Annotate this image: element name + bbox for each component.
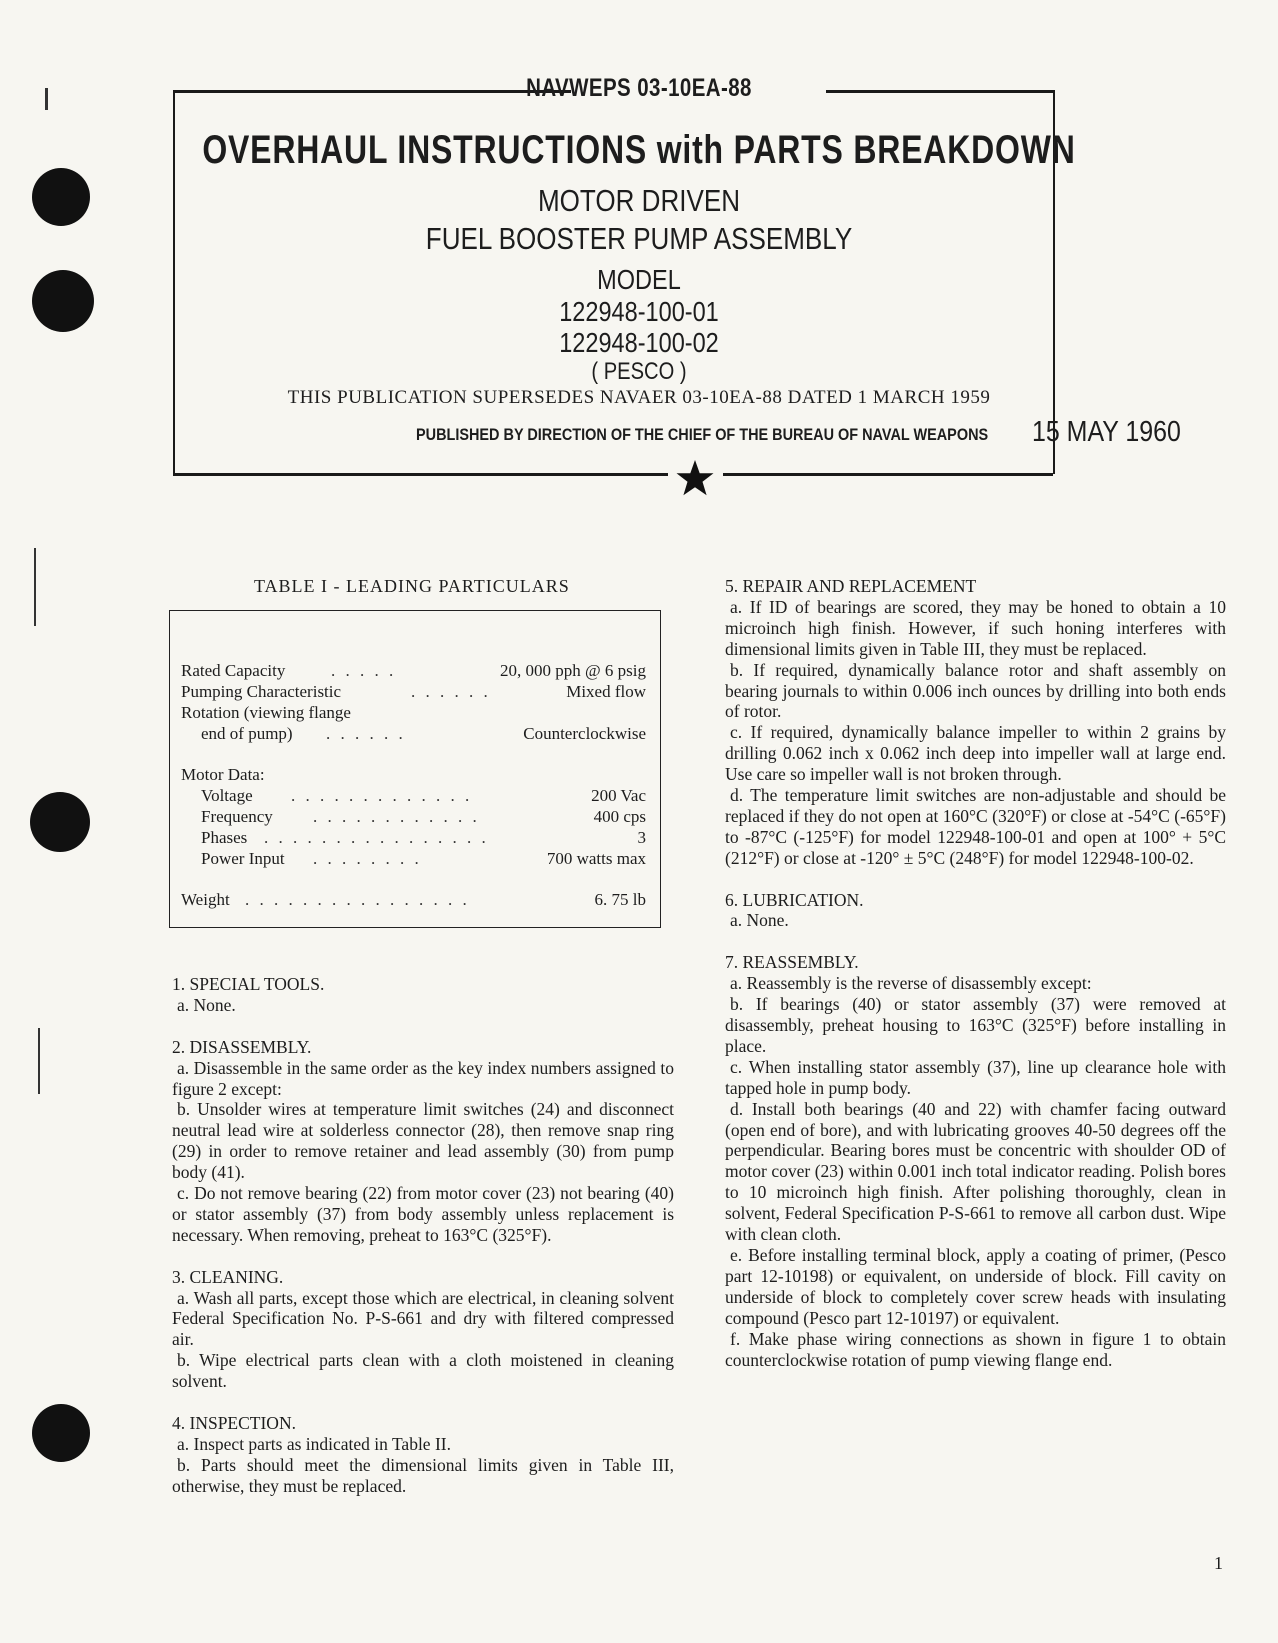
binder-hole-4 [32,1404,90,1462]
document-number: NAVWEPS 03-10EA-88 [526,74,752,102]
row-label: Weight [181,890,230,909]
supersedes-notice: THIS PUBLICATION SUPERSEDES NAVAER 03-10EA-88 DATED 1 MARCH 1959 [287,387,991,408]
right-column [725,576,1226,1370]
left-column [172,974,674,1497]
binder-hole-1 [32,168,90,226]
paragraph: a. Disassemble in the same order as the key index numbers assigned to figure 2 except: [172,1057,674,1099]
leader-dots: . . . . . . [326,724,406,743]
scan-mark [45,88,48,110]
paragraph: c. If required, dynamically balance impeller to within 2 grains by drilling 0.062 inch x 0.062 inch deep into impeller wall at large end. Use care so impeller wall is not broken through. [725,722,1226,785]
leader-dots: . . . . . . . . [313,849,422,868]
section-heading-reassembly: 7. REASSEMBLY. [725,952,859,973]
row-label: Power Input [201,849,285,868]
row-label: Frequency [201,807,273,826]
section-heading-disassembly: 2. DISASSEMBLY. [172,1036,312,1057]
row-label: end of pump) [201,724,293,743]
model-number-01: 122948-100-01 [559,296,719,327]
subtitle-motor-driven: MOTOR DRIVEN [537,183,741,218]
paragraph: a. None. [177,994,236,1015]
leader-dots: . . . . . . . . . . . . . . . . [245,890,470,909]
row-value: Mixed flow [566,682,646,701]
row-value: 400 cps [593,807,646,826]
page-number: 1 [1214,1553,1223,1573]
manufacturer: ( PESCO ) [591,358,687,385]
paragraph: e. Before installing terminal block, apply a coating of primer, (Pesco part 12-10198) or equivalent, on underside of block. Fill cavity on underside of block to completely cover screw heads with insulating compound (Pesco part 12-10197) or equivalent. [725,1244,1226,1328]
binder-hole-2 [32,270,94,332]
publication-date: 15 MAY 1960 [1032,416,1181,448]
page-title: OVERHAUL INSTRUCTIONS with PARTS BREAKDOWN [202,128,1076,172]
row-label: Pumping Characteristic [181,682,342,701]
paragraph: a. Inspect parts as indicated in Table II. [177,1433,451,1454]
header-rule-bottom-right [723,473,1053,476]
paragraph: b. Unsolder wires at temperature limit switches (24) and disconnect neutral lead wire at solderless connector (28), then remove snap ring (29) in order to remove retainer and lead assembly (30) from pump body (41). [172,1099,674,1183]
published-by: PUBLISHED BY DIRECTION OF THE CHIEF OF THE BUREAU OF NAVAL WEAPONS [416,425,989,444]
row-label: Phases [201,828,248,847]
leader-dots: . . . . . . . . . . . . . . . . [264,828,489,847]
model-number-02: 122948-100-02 [559,327,719,358]
paragraph: b. Parts should meet the dimensional limits given in Table III, otherwise, they must be replaced. [172,1454,674,1496]
paragraph: b. If bearings (40) or stator assembly (37) were removed at disassembly, preheat housing to 163°C (325°F) before installing in place. [725,994,1226,1056]
scan-mark [38,1028,40,1094]
section-heading-lubrication: 6. LUBRICATION. [725,889,864,910]
paragraph: c. Do not remove bearing (22) from motor cover (23) not bearing (40) or stator assembly (37) from body assembly unless replacement is necessary. When removing, preheat to 163°C (325°F). [172,1183,674,1245]
paragraph: a. If ID of bearings are scored, they may be honed to obtain a 10 microinch high finish. However, if such honing interferes with dimensional limits given in Table III, they must be replaced. [725,596,1226,659]
paragraph: a. Reassembly is the reverse of disassembly except: [730,973,1092,994]
paragraph: d. The temperature limit switches are non-adjustable and should be replaced if they do not open at 160°C (320°F) or close at -54°C (-65°F) to -87°C (-125°F) for model 122948-100-01 and open at 100° + 5°C (212°F) or close at -120° ± 5°C (248°F) for model 122948-100-02. [725,785,1226,868]
table-title: TABLE I - LEADING PARTICULARS [254,576,570,596]
section-heading-special-tools: 1. SPECIAL TOOLS. [172,974,325,994]
leader-dots: . . . . . . . . . . . . . [291,786,473,805]
model-label: MODEL [597,264,681,295]
subtitle-pump-assembly: FUEL BOOSTER PUMP ASSEMBLY [425,221,853,256]
paragraph: f. Make phase wiring connections as shown in figure 1 to obtain counterclockwise rotation of pump viewing flange end. [725,1328,1226,1370]
section-heading-repair: 5. REPAIR AND REPLACEMENT [725,576,977,596]
paragraph: b. Wipe electrical parts clean with a cloth moistened in cleaning solvent. [172,1350,674,1392]
row-label: Motor Data: [181,765,265,784]
leader-dots: . . . . . [331,661,397,680]
row-value: 700 watts max [546,849,646,868]
row-value: Counterclockwise [523,724,646,743]
paragraph: a. None. [730,910,789,931]
header-rule-bottom-left [173,473,668,476]
row-label: Rotation (viewing flange [181,703,351,722]
row-value: 6. 75 lb [594,890,646,909]
row-value: 3 [637,828,646,847]
star-icon [675,458,715,498]
leader-dots: . . . . . . [411,682,491,701]
paragraph: c. When installing stator assembly (37), line up clearance hole with tapped hole in pump body. [725,1056,1226,1098]
paragraph: a. Wash all parts, except those which are electrical, in cleaning solvent Federal Specification No. P-S-661 and dry with filtered compressed air. [172,1287,674,1350]
row-label: Rated Capacity [181,661,286,680]
leader-dots: . . . . . . . . . . . . [313,807,480,826]
row-value: 20, 000 pph @ 6 psig [500,661,646,680]
row-label: Voltage [201,786,253,805]
section-heading-cleaning: 3. CLEANING. [172,1266,284,1287]
row-value: 200 Vac [591,786,646,805]
paragraph: b. If required, dynamically balance rotor and shaft assembly on bearing journals to within 0.006 inch ounces by drilling into both ends of rotor. [725,659,1226,722]
scan-mark [34,548,36,626]
binder-hole-3 [30,792,90,852]
paragraph: d. Install both bearings (40 and 22) with chamfer facing outward (open end of bore), and with lubricating grooves 40-50 degrees off the perpendicular. Bearing bores must be concentric with shoulder OD of motor cover (23) within 0.001 inch total indicator reading. Polish bores to 10 microinch high finish. After polishing thoroughly, clean in solvent, Federal Specification P-S-661 to remove all carbon dust. Wipe with clean cloth. [725,1098,1226,1245]
section-heading-inspection: 4. INSPECTION. [172,1412,296,1433]
